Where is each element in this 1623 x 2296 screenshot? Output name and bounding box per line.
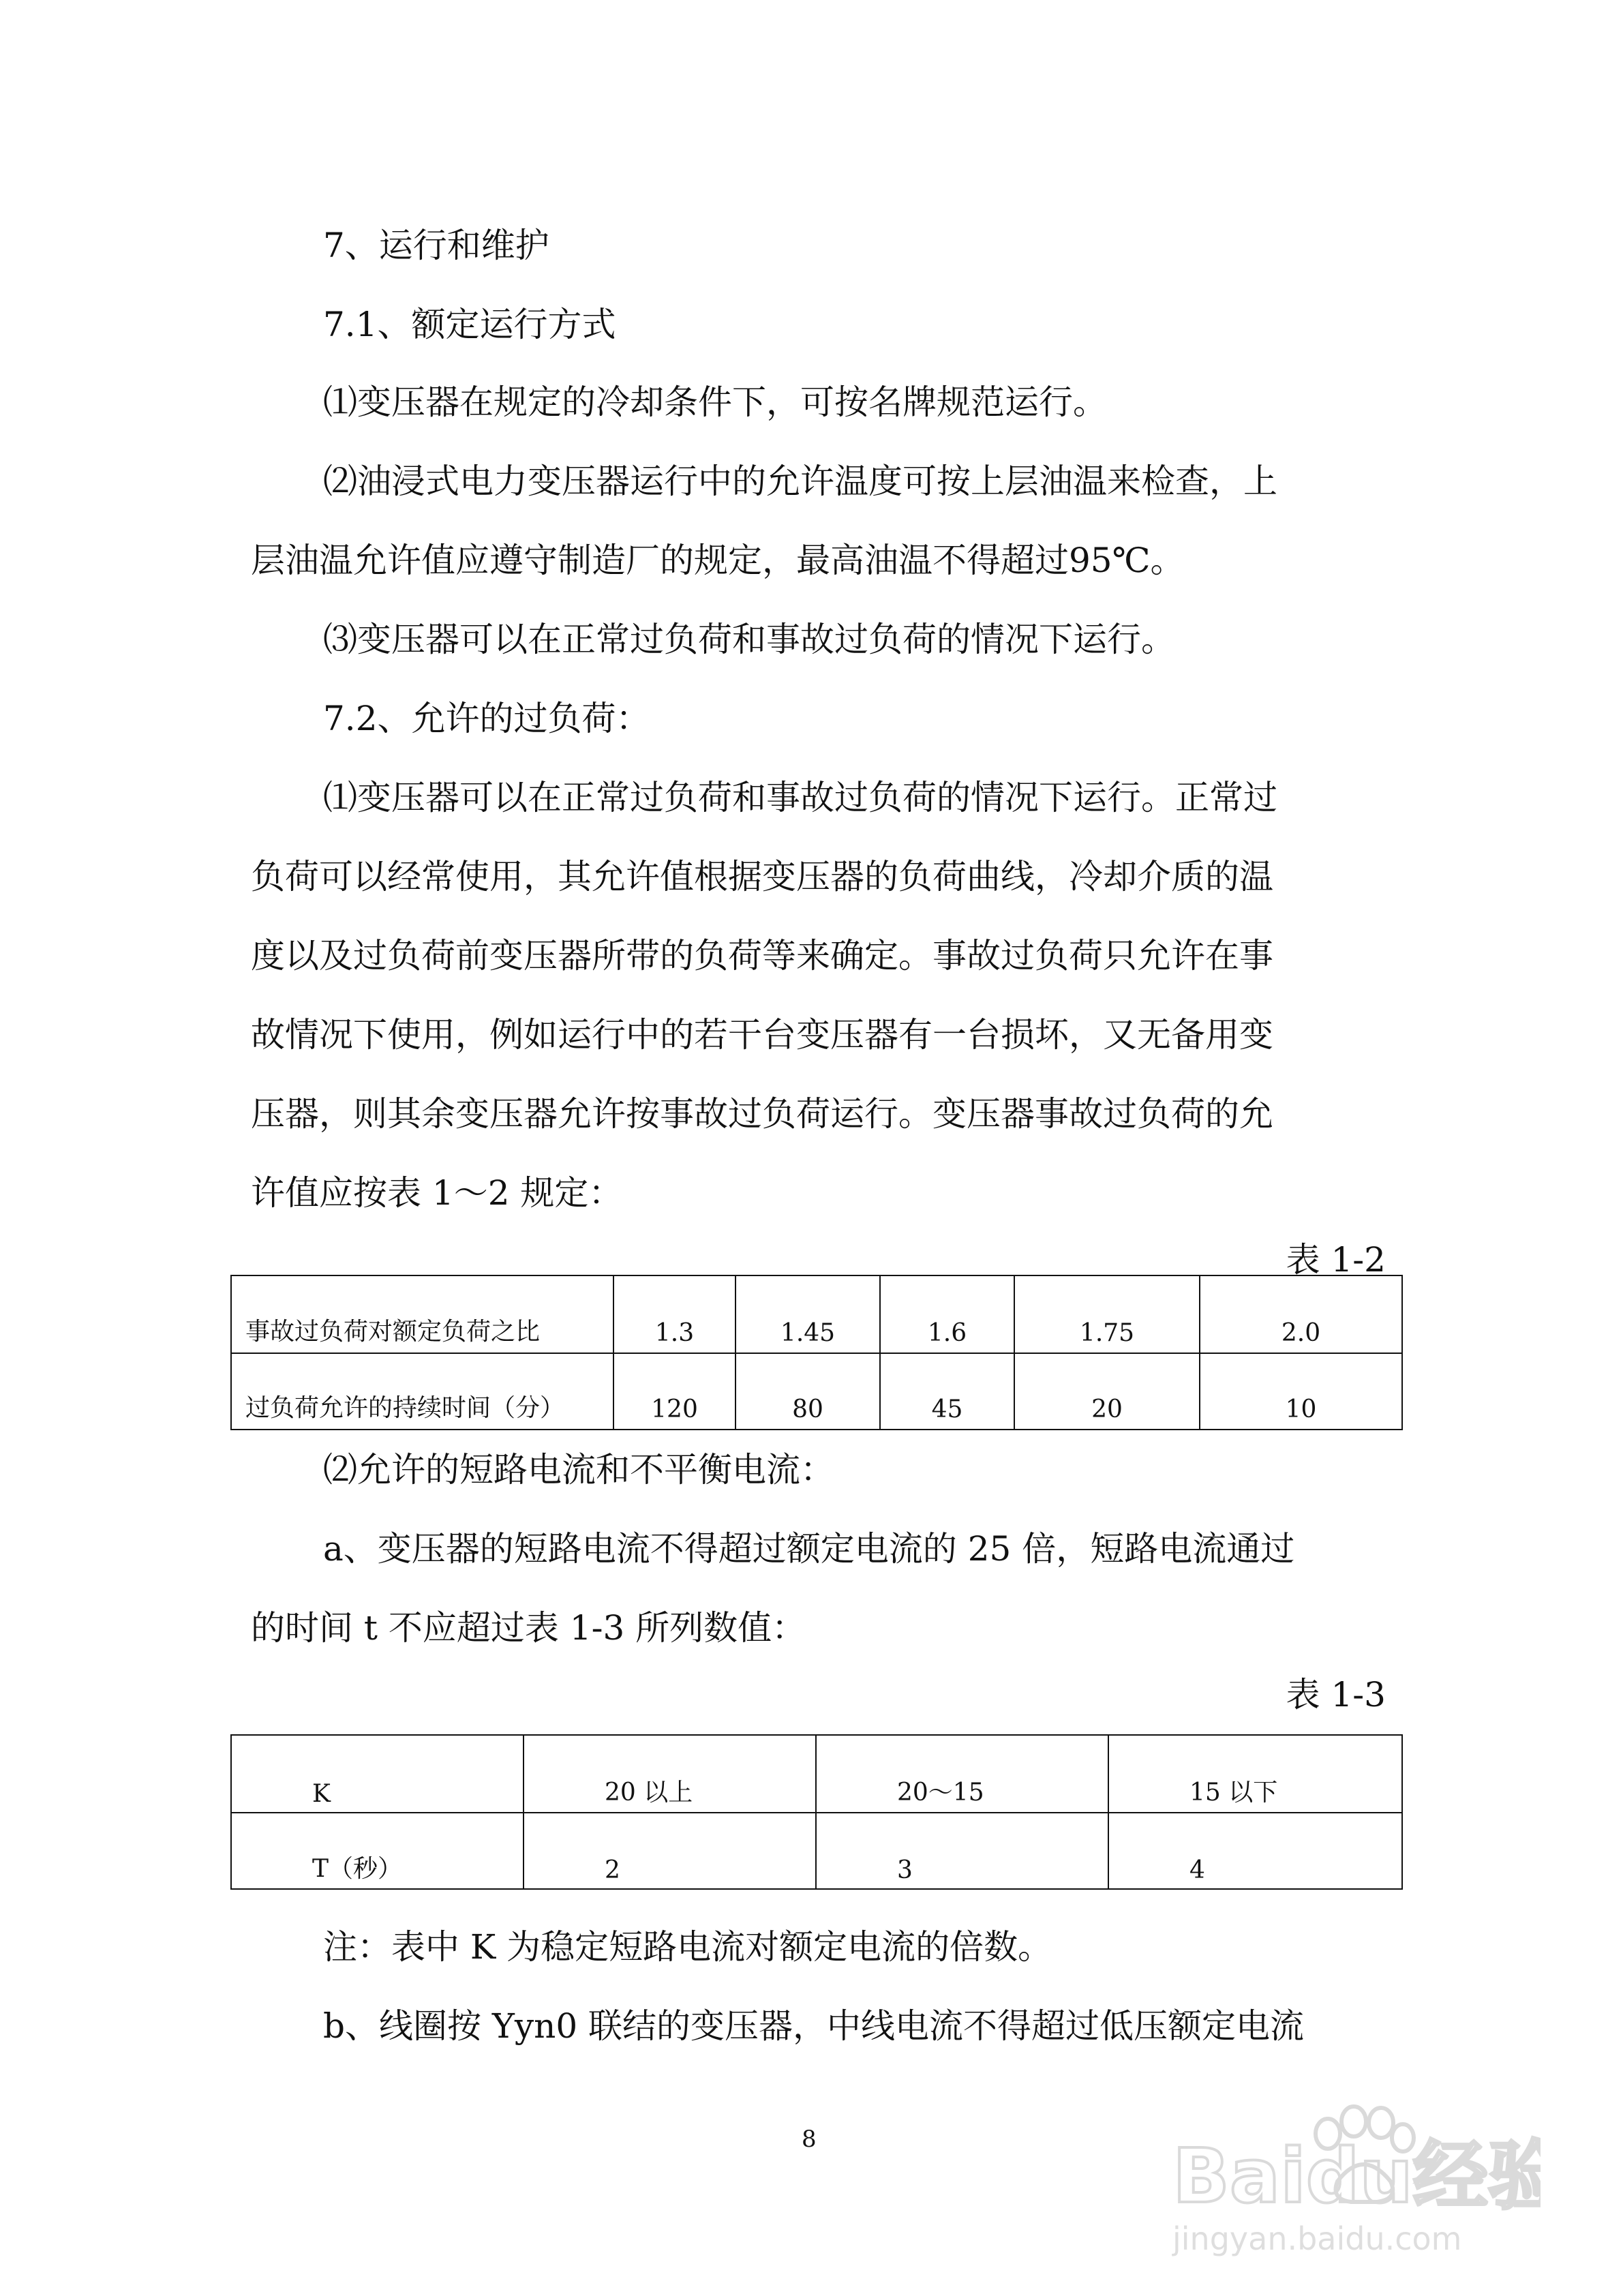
table-cell: 10: [1200, 1353, 1402, 1430]
table-row-header: T（秒）: [231, 1813, 524, 1889]
paragraph-7-1-item-2-line-2: 层油温允许值应遵守制造厂的规定，最高油温不得超过95℃。: [251, 541, 1185, 580]
short-circuit-heading: ⑵允许的短路电流和不平衡电流：: [323, 1450, 834, 1490]
paragraph-7-2-line-5: 压器，则其余变压器允许按事故过负荷运行。变压器事故过负荷的允: [251, 1094, 1273, 1134]
table-row-header: 事故过负荷对额定负荷之比: [231, 1275, 613, 1353]
subsection-heading-7-1: 7.1、额定运行方式: [323, 305, 616, 344]
table-row-header: 过负荷允许的持续时间（分）: [231, 1353, 613, 1430]
table-cell: 1.3: [613, 1275, 735, 1353]
table-cell: 2: [524, 1813, 816, 1889]
paragraph-7-1-item-3: ⑶变压器可以在正常过负荷和事故过负荷的情况下运行。: [323, 620, 1175, 659]
table-row: [231, 1813, 1402, 1889]
paragraph-7-1-item-1: ⑴变压器在规定的冷却条件下，可按名牌规范运行。: [323, 382, 1107, 422]
baidu-jingyan-watermark: [1159, 2059, 1541, 2263]
table-note: 注：表中 K 为稳定短路电流对额定电流的倍数。: [323, 1927, 1052, 1967]
table-cell: 120: [613, 1353, 735, 1430]
table-row: [231, 1275, 1402, 1353]
paragraph-b: b、线圈按 Yyn0 联结的变压器，中线电流不得超过低压额定电流: [323, 2006, 1305, 2046]
paragraph-a-line-2: 的时间 t 不应超过表 1-3 所列数值：: [251, 1608, 806, 1648]
table-cell: 45: [880, 1353, 1014, 1430]
paragraph-7-2-line-4: 故情况下使用，例如运行中的若干台变压器有一台损坏，又无备用变: [251, 1015, 1273, 1055]
paragraph-7-2-line-2: 负荷可以经常使用，其允许值根据变压器的负荷曲线，冷却介质的温: [251, 857, 1273, 896]
section-heading: 7、运行和维护: [323, 226, 549, 265]
table-row-header: K: [231, 1735, 524, 1813]
table-cell: 1.6: [880, 1275, 1014, 1353]
watermark-brand: Baidu经验: [1172, 2132, 1541, 2220]
table-cell: 4: [1108, 1813, 1402, 1889]
paragraph-7-2-line-3: 度以及过负荷前变压器所带的负荷等来确定。事故过负荷只允许在事: [251, 936, 1273, 976]
paragraph-7-1-item-2-line-1: ⑵油浸式电力变压器运行中的允许温度可按上层油温来检查，上: [323, 462, 1277, 501]
subsection-heading-7-2: 7.2、允许的过负荷：: [323, 699, 650, 738]
paragraph-7-2-line-6: 许值应按表 1～2 规定：: [251, 1173, 623, 1213]
table-cell: 15 以下: [1108, 1735, 1402, 1813]
table-1-3-caption: 表 1-3: [1286, 1675, 1386, 1715]
table-cell: 1.45: [735, 1275, 880, 1353]
page-number: 8: [802, 2126, 817, 2153]
watermark-url: jingyan.baidu.com: [1172, 2220, 1462, 2257]
table-1-3: [230, 1734, 1403, 1890]
table-cell: 80: [735, 1353, 880, 1430]
paragraph-a-line-1: a、变压器的短路电流不得超过额定电流的 25 倍，短路电流通过: [323, 1529, 1295, 1569]
table-cell: 20～15: [816, 1735, 1108, 1813]
table-cell: 20: [1014, 1353, 1200, 1430]
table-cell: 3: [816, 1813, 1108, 1889]
table-row: [231, 1735, 1402, 1813]
watermark-logo-icon: [1159, 2059, 1541, 2263]
table-1-2: [230, 1275, 1403, 1430]
table-row: [231, 1353, 1402, 1430]
table-1-2-caption: 表 1-2: [1286, 1240, 1386, 1280]
table-cell: 2.0: [1200, 1275, 1402, 1353]
paragraph-7-2-line-1: ⑴变压器可以在正常过负荷和事故过负荷的情况下运行。正常过: [323, 778, 1277, 817]
table-cell: 1.75: [1014, 1275, 1200, 1353]
table-cell: 20 以上: [524, 1735, 816, 1813]
